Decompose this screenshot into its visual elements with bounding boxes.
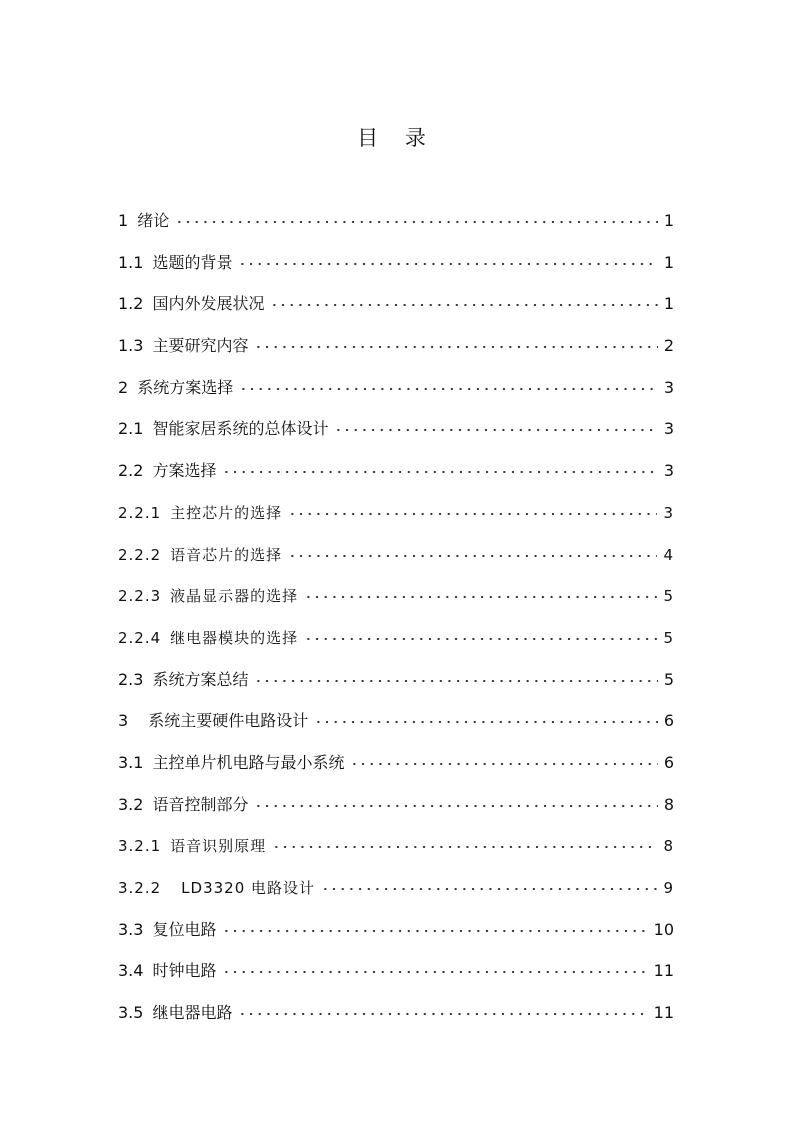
toc-entry-label: 主要研究内容 (152, 336, 249, 356)
toc-entry[interactable] (118, 370, 674, 412)
toc-entry-page: 10 (653, 919, 674, 939)
toc-dot-leader (334, 416, 657, 432)
toc-dot-leader (254, 792, 657, 808)
toc-entry-label: 继电器电路 (152, 1003, 233, 1023)
toc-entry[interactable] (118, 787, 674, 829)
toc-entry-number: 2.2.2 (118, 545, 162, 564)
toc-entry-label: 系统方案选择 (137, 377, 234, 397)
toc-entry[interactable] (118, 286, 674, 328)
toc-dot-leader (175, 208, 658, 224)
toc-entry-page: 4 (663, 545, 674, 564)
toc-entry-number: 2.2 (118, 461, 144, 481)
toc-entry-label: 绪论 (137, 211, 170, 230)
toc-dot-leader (314, 708, 658, 724)
toc-entry-number: 2.2.4 (118, 628, 162, 647)
toc-entry-number: 3.2.1 (118, 837, 162, 856)
toc-dot-leader (350, 750, 657, 766)
toc-dot-leader (288, 500, 657, 516)
toc-entry[interactable] (118, 537, 674, 579)
toc-entry-page: 5 (663, 587, 674, 606)
toc-entry-page: 11 (653, 961, 674, 981)
toc-entry-number: 2.2.1 (118, 503, 162, 522)
toc-entry[interactable] (118, 495, 674, 537)
toc-entry-label: 继电器模块的选择 (170, 628, 299, 647)
toc-dot-leader (304, 625, 657, 641)
toc-entry-page: 3 (663, 461, 674, 481)
toc-dot-leader (238, 1000, 647, 1016)
toc-entry[interactable] (118, 828, 674, 870)
toc-dot-leader (222, 958, 647, 974)
toc-entry[interactable] (118, 953, 674, 995)
toc-entry-number: 3.5 (118, 1003, 144, 1023)
toc-dot-leader (239, 375, 658, 391)
toc-entry-number: 3.2 (118, 794, 144, 814)
toc-entry-label: LD3320 电路设计 (181, 879, 316, 897)
toc-entry-page: 3 (663, 377, 674, 397)
toc-dot-leader (222, 458, 657, 474)
toc-dot-leader (321, 875, 657, 891)
toc-entry-label: 复位电路 (152, 919, 217, 939)
toc-entry-label: 语音控制部分 (152, 794, 249, 814)
toc-entry-label: 语音芯片的选择 (170, 545, 283, 564)
toc-dot-leader (254, 667, 657, 683)
toc-entry-page: 5 (663, 669, 674, 689)
toc-entry[interactable] (118, 662, 674, 704)
toc-list (118, 203, 674, 1037)
toc-entry-page: 1 (663, 294, 674, 314)
toc-entry[interactable] (118, 411, 674, 453)
toc-entry-label: 语音识别原理 (170, 837, 267, 856)
toc-entry[interactable] (118, 703, 674, 745)
toc-entry[interactable] (118, 203, 674, 245)
toc-title: 目 录 (357, 126, 436, 150)
toc-entry-number: 3.4 (118, 961, 144, 981)
toc-dot-leader (222, 917, 647, 933)
toc-entry[interactable] (118, 453, 674, 495)
toc-entry-number: 2 (118, 377, 129, 397)
toc-entry-label: 系统方案总结 (152, 669, 249, 689)
toc-entry-label: 选题的背景 (152, 252, 233, 272)
toc-entry[interactable] (118, 620, 674, 662)
toc-entry-label: 液晶显示器的选择 (170, 587, 299, 606)
toc-entry-number: 3 (118, 711, 129, 731)
toc-entry-page: 2 (663, 336, 674, 356)
toc-entry[interactable] (118, 745, 674, 787)
toc-entry-page: 8 (663, 837, 674, 856)
toc-entry-label: 主控单片机电路与最小系统 (152, 752, 345, 772)
toc-entry-number: 1.2 (118, 294, 144, 314)
toc-dot-leader (304, 583, 657, 599)
toc-entry-number: 3.3 (118, 919, 144, 939)
toc-entry[interactable] (118, 578, 674, 620)
toc-dot-leader (288, 542, 657, 558)
toc-entry-page: 1 (663, 252, 674, 272)
toc-entry-number: 1.3 (118, 336, 144, 356)
toc-entry-number: 2.1 (118, 419, 144, 439)
toc-entry-label: 方案选择 (152, 461, 217, 481)
toc-entry[interactable] (118, 995, 674, 1037)
toc-entry[interactable] (118, 328, 674, 370)
toc-dot-leader (272, 833, 657, 849)
toc-entry-page: 5 (663, 628, 674, 647)
toc-entry[interactable] (118, 870, 674, 912)
toc-entry-label: 系统主要硬件电路设计 (148, 711, 309, 731)
toc-dot-leader (270, 291, 657, 307)
toc-entry-number: 3.1 (118, 752, 144, 772)
toc-entry-page: 3 (663, 419, 674, 439)
toc-dot-leader (238, 250, 657, 266)
toc-entry[interactable] (118, 245, 674, 287)
toc-entry-page: 6 (663, 711, 674, 731)
toc-entry-label: 时钟电路 (152, 961, 217, 981)
toc-entry-number: 1 (118, 211, 129, 230)
toc-entry-label: 主控芯片的选择 (170, 503, 283, 522)
toc-dot-leader (254, 333, 657, 349)
toc-entry-page: 11 (653, 1003, 674, 1023)
toc-entry-label: 智能家居系统的总体设计 (152, 419, 329, 439)
toc-entry-page: 9 (663, 879, 674, 897)
toc-entry-page: 3 (663, 503, 674, 522)
toc-entry-page: 6 (663, 752, 674, 772)
toc-entry-label: 国内外发展状况 (152, 294, 265, 314)
toc-entry-number: 2.2.3 (118, 587, 162, 606)
toc-entry-number: 2.3 (118, 669, 144, 689)
toc-entry[interactable] (118, 912, 674, 954)
toc-entry-number: 1.1 (118, 252, 144, 272)
toc-entry-page: 1 (663, 211, 674, 230)
toc-entry-number: 3.2.2 (118, 879, 162, 897)
toc-entry-page: 8 (663, 794, 674, 814)
